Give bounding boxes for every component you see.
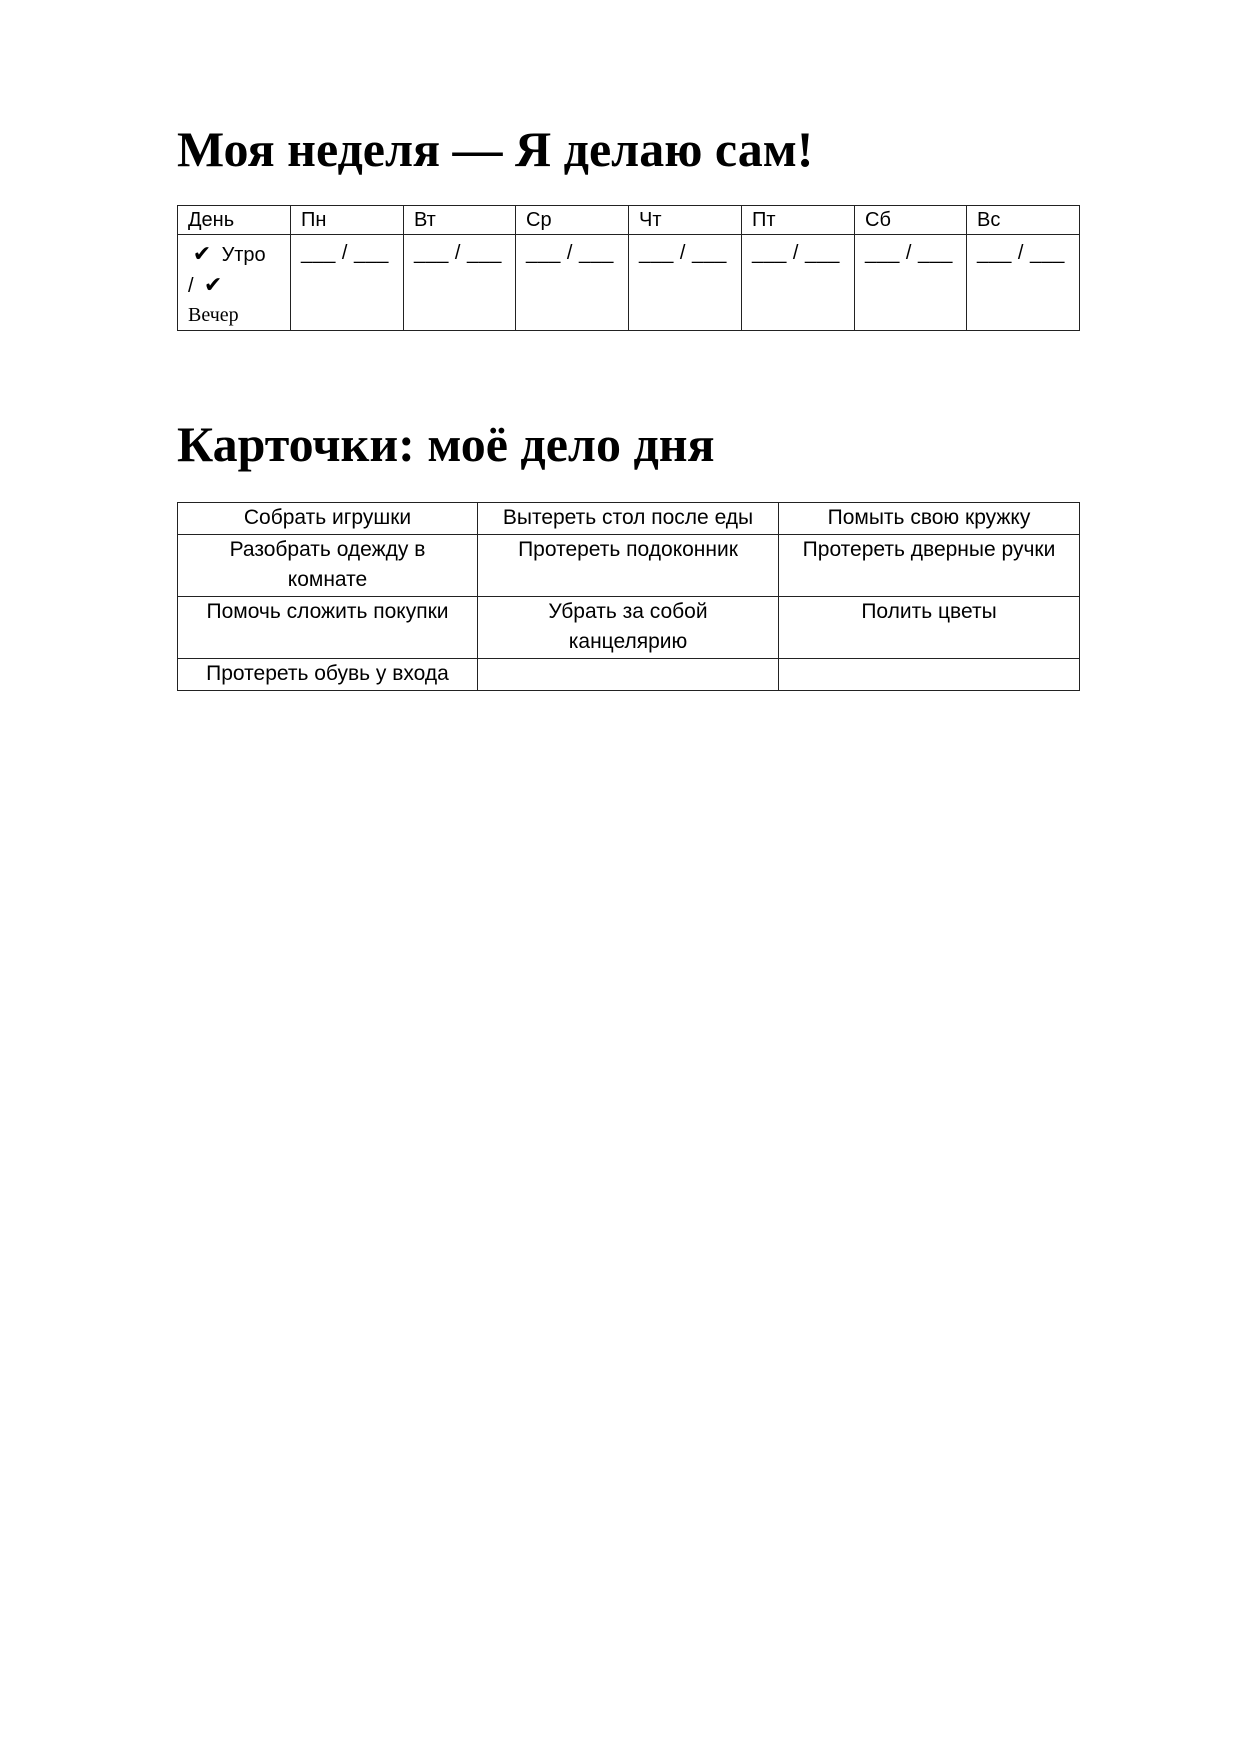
card-cell: Протереть подоконник	[478, 535, 779, 597]
week-header-row	[178, 206, 1080, 235]
card-cell: Помочь сложить покупки	[178, 597, 478, 659]
slot-sun[interactable]	[967, 235, 1080, 331]
cards-row	[178, 503, 1080, 535]
day-header-cell: День	[178, 206, 291, 235]
slot-blank: ___ / ___	[414, 242, 502, 264]
day-header-mon: Пн	[291, 206, 404, 235]
day-header-tue: Вт	[404, 206, 516, 235]
card-cell: Протереть дверные ручки	[779, 535, 1080, 597]
card-cell-empty	[478, 659, 779, 691]
slot-tue[interactable]	[404, 235, 516, 331]
card-cell: Разобрать одежду в комнате	[178, 535, 478, 597]
card-cell: Протереть обувь у входа	[178, 659, 478, 691]
slot-blank: ___ / ___	[301, 242, 389, 264]
row-label-cell	[178, 235, 291, 331]
card-cell-empty	[779, 659, 1080, 691]
slot-mon[interactable]	[291, 235, 404, 331]
week-title: Моя неделя — Я делаю сам!	[177, 121, 814, 177]
card-cell: Вытереть стол после еды	[478, 503, 779, 535]
slot-blank: ___ / ___	[865, 242, 953, 264]
slot-thu[interactable]	[629, 235, 742, 331]
slot-blank: ___ / ___	[977, 242, 1065, 264]
slot-sat[interactable]	[855, 235, 967, 331]
cards-row	[178, 597, 1080, 659]
evening-label: Вечер	[188, 304, 239, 326]
slot-wed[interactable]	[516, 235, 629, 331]
morning-label: Утро	[221, 244, 266, 266]
cards-row	[178, 535, 1080, 597]
day-header-wed: Ср	[516, 206, 629, 235]
card-cell: Собрать игрушки	[178, 503, 478, 535]
slot-blank: ___ / ___	[639, 242, 727, 264]
checkmark-icon: ✔	[203, 272, 223, 297]
day-header-thu: Чт	[629, 206, 742, 235]
card-cell: Убрать за собой канцелярию	[478, 597, 779, 659]
separator-label: /	[188, 275, 194, 297]
cards-table	[177, 502, 1080, 691]
week-check-row	[178, 235, 1080, 331]
slot-blank: ___ / ___	[752, 242, 840, 264]
day-header-sun: Вс	[967, 206, 1080, 235]
slot-fri[interactable]	[742, 235, 855, 331]
cards-row	[178, 659, 1080, 691]
week-tracker-table	[177, 205, 1080, 331]
day-header-fri: Пт	[742, 206, 855, 235]
checkmark-icon: ✔	[192, 241, 212, 266]
day-header-sat: Сб	[855, 206, 967, 235]
card-cell: Помыть свою кружку	[779, 503, 1080, 535]
cards-title: Карточки: моё дело дня	[177, 416, 715, 472]
slot-blank: ___ / ___	[526, 242, 614, 264]
card-cell: Полить цветы	[779, 597, 1080, 659]
